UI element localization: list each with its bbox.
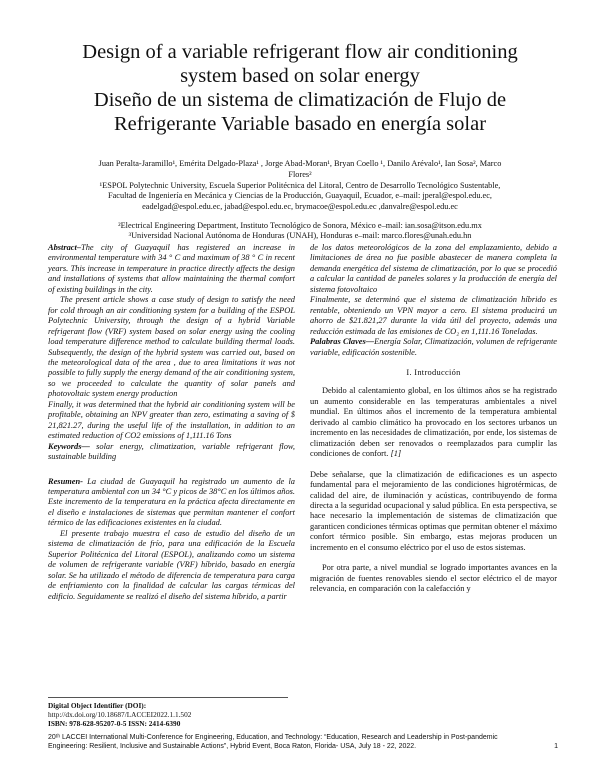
affiliation-1-line1: ¹ESPOL Polytechnic University, Escuela Superior Politécnica del Litoral, Centro de Desarrollo Tecnológico Sustentable,	[99, 181, 501, 190]
keywords-es-text: Energía Solar, Climatización, volumen de refrigerante variable, edificación sostenible.	[310, 337, 557, 357]
authors-line2: Flores²	[288, 170, 312, 179]
abstract-es-p1	[48, 477, 295, 529]
keywords-en-text: solar energy, climatization, variable refrigerant flow, sustainable building	[48, 441, 295, 462]
doi-link[interactable]: http://dx.doi.org/10.18687/LACCEI2022.1.1.502	[48, 710, 192, 719]
doi-label: Digital Object Identifier (DOI):	[48, 701, 147, 710]
doi-box	[48, 697, 288, 728]
intro-p1	[310, 386, 557, 459]
keywords-label: Keywords—	[48, 441, 90, 451]
palabras-claves-label: Palabras Claves—	[310, 337, 375, 347]
abstract-en-p2: The present article shows a case study of design to satisfy the need for cold through an air conditioning system for a building of the ESPOL Polytechnic University, through the design of a hybrid Variable refrigerant flow (VRF) system based on solar energy using the cooling load temperature difference method to calculate building thermal loads. Subsequently, the design of the hybrid system was carried out, based on the meteorological data of the area , due to area limitations it was not possible to fully supply the energy demand of the air conditioning system, so we proceeded to calculate the quantity of solar panels and photovoltaic system energy production	[48, 295, 295, 399]
affiliation-2	[48, 221, 552, 242]
keywords-es	[310, 337, 557, 358]
abstract-en-p1-text: The city of Guayaquil has registered an increase in environmental temperature with 34 ° C and maximum of 38 ° C in recent years. This increase in temperature in practice directly affects the design and installations of systems that allow maintaining the thermal comfort of existing buildings in the city.	[48, 243, 295, 294]
affiliation-1-line3: eadelgad@espol.edu.ec, jabad@espol.edu.ec, brymacoe@espol.edu.ec ,danvalre@espol.edu.ec	[142, 201, 458, 211]
affiliation-2-line1: ²Electrical Engineering Department, Instituto Tecnológico de Sonora, México e–mail: ian.sosa@itson.edu.mx	[118, 221, 482, 230]
keywords-en	[48, 442, 295, 463]
right-column	[310, 243, 557, 595]
resumen-label: Resumen-	[48, 476, 83, 486]
abstract-label: Abstract–	[48, 243, 82, 252]
intro-p1-text: Debido al calentamiento global, en los últimos años se ha registrado un aumento considerable en las temperaturas ambientales a nivel mundial. En últimos años el incremento de la temperatura ambiental derivado al cambio climático ha provocado en los sectores urbanos un incremento en las necesidades de climatización, por ende, los sistemas de climatización deben ser renovados o reemplazados para cumplir las condiciones de confort.	[310, 386, 557, 459]
title-es-line2: Refrigerante Variable basado en energía solar	[113, 113, 487, 135]
intro-p3: Por otra parte, a nivel mundial se logrado importantes avances en la migración de fuentes renovables siendo el sector eléctrico el de mayor relevancia, en comparación con la calefacción y	[310, 563, 557, 594]
title-en-line2: system based on solar energy	[180, 65, 420, 87]
authors-line1: Juan Peralta-Jaramillo¹, Emérita Delgado-Plaza¹ , Jorge Abad-Moran¹, Bryan Coello ¹, Danilo Arévalo¹, Ian Sosa², Marco	[98, 159, 502, 168]
affiliation-2-line2: ³Universidad Nacional Autónoma de Honduras (UNAH), Honduras e–mail: marco.flores@unah.edu.hn	[128, 231, 472, 241]
page-number: 1	[554, 743, 558, 750]
left-column	[48, 243, 295, 602]
footer-line1: 20ᵗʰ LACCEI International Multi-Conference for Engineering, Education, and Technology: “Education, Research and Leadership in Post-pandemic	[48, 734, 498, 741]
abstract-es-p3: Finalmente, se determinó que el sistema de climatización híbrido es rentable, obteniendo un VPN mayor a cero. El sistema producirá un ahorro de $21.821,27 durante la vida útil del proyecto, además una reducción estimada de las emisiones de CO₂ en 1,111.16 Toneladas.	[310, 295, 557, 336]
abstract-es-p2: El presente trabajo muestra el caso de estudio del diseño de un sistema de climatización de frío, para una edificación de la Escuela Superior Politécnica del Litoral (ESPOL), analizando como un sistema de volumen de refrigerante variable (VRF) híbrido, basado en energía solar. Se ha utilizado el método de diferencia de temperatura para carga de enfriamiento con la finalidad de calcular las cargas térmicas del edificio. Seguidamente se realizó el diseño del sistema híbrido, a partir	[48, 528, 295, 601]
title-es-line1: Diseño de un sistema de climatización de Flujo de	[93, 89, 507, 111]
title-en-line1: Design of a variable refrigerant flow air conditioning	[82, 41, 518, 63]
abstract-en-p3: Finally, it was determined that the hybrid air conditioning system will be profitable, obtaining an NPV greater than zero, estimating a saving of $ 21,821.27, during the useful life of the installation, in addition to an estimated reduction of CO2 emissions of 1,111.16 Tons	[48, 399, 295, 441]
abstract-es-p2-cont: de los datos meteorológicos de la zona del emplazamiento, debido a limitaciones de área no fue posible abastecer de manera completa la demanda energética del sistema de climatización, por lo que se procedió a calcular la cantidad de paneles solares y la producción de energía del sistema fotovoltaico	[310, 243, 557, 294]
footer-line2: Engineering: Resilient, Inclusive and Sustainable Actions”, Hybrid Event, Boca Raton, Florida- USA, July 18 - 22, 2022.	[48, 743, 417, 750]
isbn-issn: ISBN: 978-628-95207-0-5 ISSN: 2414-6390	[48, 719, 181, 728]
affiliation-1-line2: Facultad de Ingeniería en Mecánica y Ciencias de la Producción, Guayaquil, Ecuador, e–mail: jperal@espol.edu.ec,	[108, 191, 492, 201]
intro-p2: Debe señalarse, que la climatización de edificaciones es un aspecto fundamental para el mejoramiento de las condiciones higrotérmicas, de calidad del aire, de iluminación y acústicas, contribuyendo de forma directa a la seguridad ocupacional y salud pública. En esta perspectiva, se hace necesario la implementación de sistemas de climatización que garanticen condiciones térmicas optimas que permitan obtener el máximo confort térmico posible. Sin embargo, estas mejoras producen un incremento en el consumo eléctrico por el uso de estos sistemas.	[310, 469, 557, 552]
page-footer	[48, 733, 558, 751]
author-list	[48, 158, 552, 180]
abstract-es-p1-text: La ciudad de Guayaquil ha registrado un aumento de la temperatura ambiental con un 34 °C y picos de 38°C en los últimos años. Este incremento de la temperatura en la práctica afecta directamente en el diseño e instalaciones de sistemas que permitan mantener el confort térmico de las edificaciones existentes en la ciudad.	[48, 476, 295, 528]
affiliation-1	[48, 181, 552, 212]
abstract-en-p1	[48, 243, 295, 295]
citation-1: [1]	[388, 449, 402, 459]
paper-title	[40, 40, 560, 136]
section-heading-introduccion: I. Introducción	[406, 367, 461, 377]
